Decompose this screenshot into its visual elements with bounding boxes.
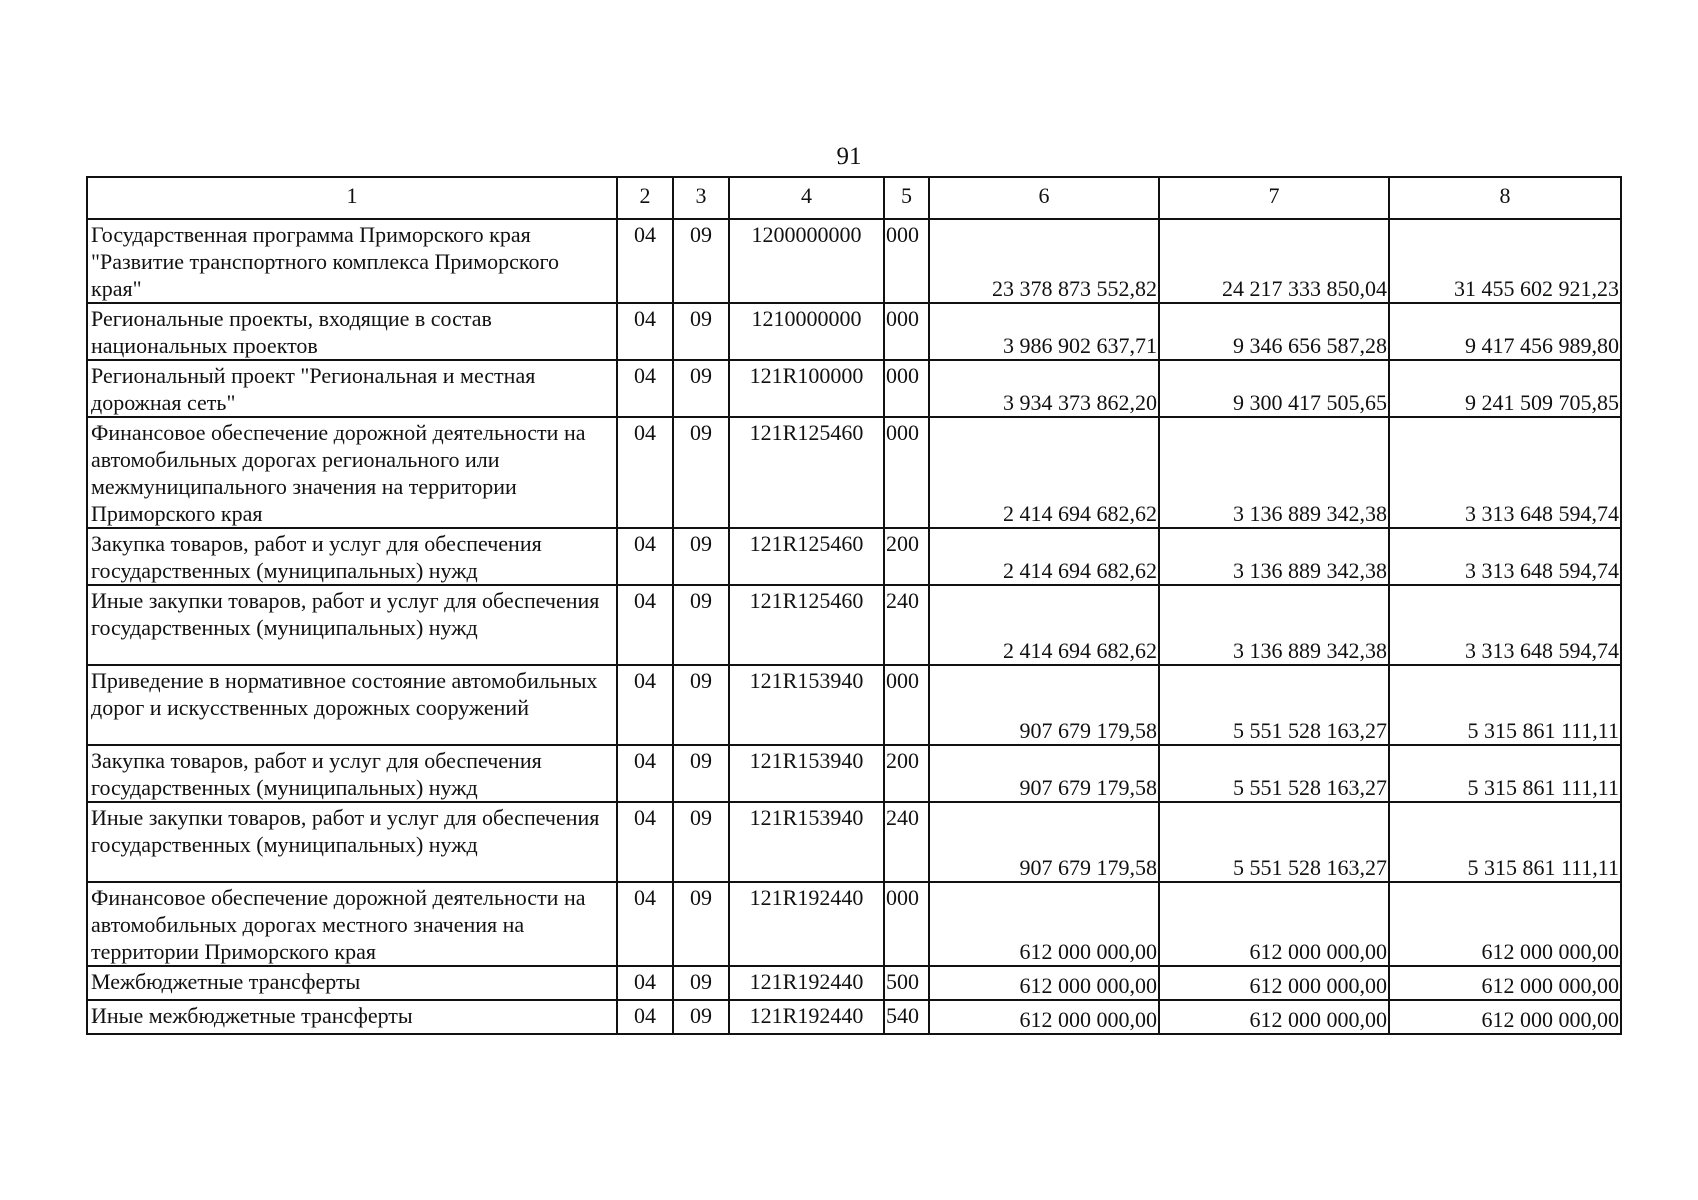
amount-cell: 612 000 000,00 — [1159, 1000, 1389, 1034]
amount-cell: 2 414 694 682,62 — [929, 417, 1159, 528]
expense-type-cell: 240 — [884, 802, 929, 882]
amount-cell: 3 986 902 637,71 — [929, 303, 1159, 360]
amount-cell: 5 551 528 163,27 — [1159, 665, 1389, 745]
table-row — [87, 966, 1621, 1000]
row-name-cell: Иные межбюджетные трансферты — [87, 1000, 617, 1034]
row-name-cell: Межбюджетные трансферты — [87, 966, 617, 1000]
table-row — [87, 585, 1621, 665]
section-cell: 04 — [617, 417, 673, 528]
expense-type-cell: 000 — [884, 219, 929, 303]
section-cell: 04 — [617, 303, 673, 360]
row-name-cell: Финансовое обеспечение дорожной деятельности на автомобильных дорогах местного значения на территории Приморского края — [87, 882, 617, 966]
expense-type-cell: 000 — [884, 360, 929, 417]
expense-type-cell: 240 — [884, 585, 929, 665]
column-header: 4 — [729, 177, 884, 219]
table-header — [87, 177, 1621, 219]
amount-cell: 3 136 889 342,38 — [1159, 528, 1389, 585]
amount-cell: 907 679 179,58 — [929, 745, 1159, 802]
table-row — [87, 882, 1621, 966]
amount-cell: 9 417 456 989,80 — [1389, 303, 1621, 360]
expense-type-cell: 200 — [884, 528, 929, 585]
amount-cell: 612 000 000,00 — [929, 966, 1159, 1000]
target-code-cell: 121R192440 — [729, 1000, 884, 1034]
amount-cell: 24 217 333 850,04 — [1159, 219, 1389, 303]
expense-type-cell: 200 — [884, 745, 929, 802]
subsection-cell: 09 — [673, 802, 729, 882]
row-name-cell: Иные закупки товаров, работ и услуг для обеспечения государственных (муниципальных) нужд — [87, 802, 617, 882]
amount-cell: 3 313 648 594,74 — [1389, 417, 1621, 528]
section-cell: 04 — [617, 219, 673, 303]
amount-cell: 9 241 509 705,85 — [1389, 360, 1621, 417]
amount-cell: 3 313 648 594,74 — [1389, 528, 1621, 585]
column-header: 8 — [1389, 177, 1621, 219]
amount-cell: 5 551 528 163,27 — [1159, 802, 1389, 882]
section-cell: 04 — [617, 1000, 673, 1034]
table-row — [87, 665, 1621, 745]
section-cell: 04 — [617, 360, 673, 417]
subsection-cell: 09 — [673, 360, 729, 417]
table-body — [87, 219, 1621, 1034]
column-header: 5 — [884, 177, 929, 219]
section-cell: 04 — [617, 802, 673, 882]
amount-cell: 907 679 179,58 — [929, 665, 1159, 745]
column-header: 7 — [1159, 177, 1389, 219]
section-cell: 04 — [617, 528, 673, 585]
table-row — [87, 1000, 1621, 1034]
column-header: 1 — [87, 177, 617, 219]
target-code-cell: 121R100000 — [729, 360, 884, 417]
row-name-cell: Иные закупки товаров, работ и услуг для обеспечения государственных (муниципальных) нужд — [87, 585, 617, 665]
amount-cell: 23 378 873 552,82 — [929, 219, 1159, 303]
subsection-cell: 09 — [673, 528, 729, 585]
budget-table — [86, 176, 1622, 1035]
amount-cell: 612 000 000,00 — [1389, 1000, 1621, 1034]
section-cell: 04 — [617, 882, 673, 966]
column-header: 2 — [617, 177, 673, 219]
row-name-cell: Государственная программа Приморского края "Развитие транспортного комплекса Приморского края" — [87, 219, 617, 303]
section-cell: 04 — [617, 966, 673, 1000]
header-row — [87, 177, 1621, 219]
target-code-cell: 121R125460 — [729, 417, 884, 528]
amount-cell: 9 346 656 587,28 — [1159, 303, 1389, 360]
subsection-cell: 09 — [673, 219, 729, 303]
table-row — [87, 802, 1621, 882]
section-cell: 04 — [617, 745, 673, 802]
target-code-cell: 121R153940 — [729, 745, 884, 802]
amount-cell: 612 000 000,00 — [1159, 966, 1389, 1000]
amount-cell: 9 300 417 505,65 — [1159, 360, 1389, 417]
amount-cell: 612 000 000,00 — [1159, 882, 1389, 966]
expense-type-cell: 500 — [884, 966, 929, 1000]
subsection-cell: 09 — [673, 966, 729, 1000]
expense-type-cell: 000 — [884, 303, 929, 360]
amount-cell: 5 315 861 111,11 — [1389, 802, 1621, 882]
amount-cell: 2 414 694 682,62 — [929, 528, 1159, 585]
amount-cell: 612 000 000,00 — [1389, 882, 1621, 966]
table-row — [87, 417, 1621, 528]
amount-cell: 612 000 000,00 — [929, 1000, 1159, 1034]
target-code-cell: 121R125460 — [729, 528, 884, 585]
amount-cell: 5 315 861 111,11 — [1389, 665, 1621, 745]
row-name-cell: Закупка товаров, работ и услуг для обеспечения государственных (муниципальных) нужд — [87, 528, 617, 585]
amount-cell: 3 934 373 862,20 — [929, 360, 1159, 417]
expense-type-cell: 540 — [884, 1000, 929, 1034]
amount-cell: 5 551 528 163,27 — [1159, 745, 1389, 802]
subsection-cell: 09 — [673, 745, 729, 802]
target-code-cell: 1200000000 — [729, 219, 884, 303]
row-name-cell: Закупка товаров, работ и услуг для обеспечения государственных (муниципальных) нужд — [87, 745, 617, 802]
amount-cell: 2 414 694 682,62 — [929, 585, 1159, 665]
row-name-cell: Приведение в нормативное состояние автомобильных дорог и искусственных дорожных сооружений — [87, 665, 617, 745]
table-row — [87, 528, 1621, 585]
amount-cell: 3 136 889 342,38 — [1159, 585, 1389, 665]
table-row — [87, 745, 1621, 802]
expense-type-cell: 000 — [884, 417, 929, 528]
amount-cell: 612 000 000,00 — [1389, 966, 1621, 1000]
amount-cell: 612 000 000,00 — [929, 882, 1159, 966]
page-number: 91 — [836, 143, 862, 170]
section-cell: 04 — [617, 665, 673, 745]
amount-cell: 31 455 602 921,23 — [1389, 219, 1621, 303]
subsection-cell: 09 — [673, 303, 729, 360]
table-row — [87, 303, 1621, 360]
subsection-cell: 09 — [673, 1000, 729, 1034]
table-row — [87, 219, 1621, 303]
expense-type-cell: 000 — [884, 882, 929, 966]
target-code-cell: 1210000000 — [729, 303, 884, 360]
amount-cell: 3 313 648 594,74 — [1389, 585, 1621, 665]
column-header: 6 — [929, 177, 1159, 219]
subsection-cell: 09 — [673, 882, 729, 966]
target-code-cell: 121R125460 — [729, 585, 884, 665]
row-name-cell: Региональные проекты, входящие в состав национальных проектов — [87, 303, 617, 360]
target-code-cell: 121R192440 — [729, 966, 884, 1000]
column-header: 3 — [673, 177, 729, 219]
amount-cell: 5 315 861 111,11 — [1389, 745, 1621, 802]
target-code-cell: 121R192440 — [729, 882, 884, 966]
expense-type-cell: 000 — [884, 665, 929, 745]
subsection-cell: 09 — [673, 585, 729, 665]
amount-cell: 3 136 889 342,38 — [1159, 417, 1389, 528]
subsection-cell: 09 — [673, 665, 729, 745]
amount-cell: 907 679 179,58 — [929, 802, 1159, 882]
row-name-cell: Региональный проект "Региональная и местная дорожная сеть" — [87, 360, 617, 417]
subsection-cell: 09 — [673, 417, 729, 528]
section-cell: 04 — [617, 585, 673, 665]
row-name-cell: Финансовое обеспечение дорожной деятельности на автомобильных дорогах регионального или межмуниципального значения на территории Приморского края — [87, 417, 617, 528]
target-code-cell: 121R153940 — [729, 665, 884, 745]
table-row — [87, 360, 1621, 417]
target-code-cell: 121R153940 — [729, 802, 884, 882]
